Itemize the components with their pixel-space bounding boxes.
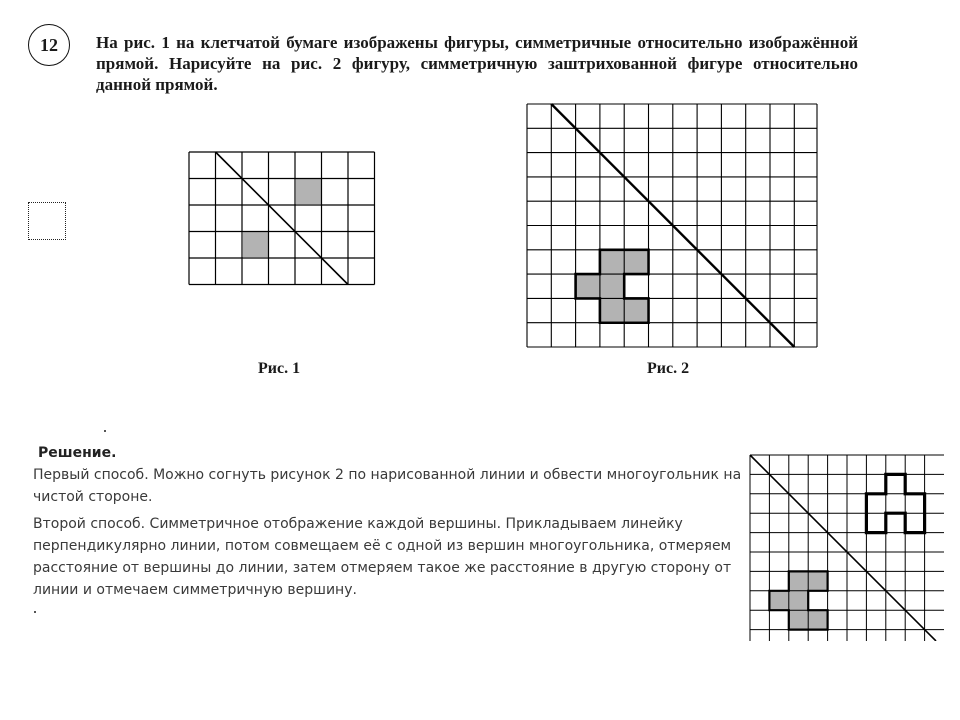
stray-dot xyxy=(34,611,36,613)
solution-gridlines xyxy=(750,455,944,641)
solution-method-2: Второй способ. Симметричное отображение каждой вершины. Прикладываем линейку перпендикулярно линии, потом совмещаем её с одной из вершин многоугольника, отмеряем расстояние от вершины до линии, затем отмеряем такое же расстояние в другую сторону от линии и отмечаем симметричную вершину. xyxy=(33,516,732,598)
solution-shaded-cells xyxy=(769,571,827,629)
solution-reflected-figure xyxy=(866,474,924,532)
solution-method-1: Первый способ. Можно согнуть рисунок 2 по нарисованной линии и обвести многоугольник на чистой стороне. xyxy=(33,467,742,505)
task-text: На рис. 1 на клетчатой бумаге изображены фигуры, симметричные относительно изображённой прямой. Нарисуйте на рис. 2 фигуру, симметричную заштрихованной фигуре относительно данной прямой. xyxy=(96,33,858,94)
solution-heading: Решение. xyxy=(38,445,117,461)
solution-shaded-cell xyxy=(808,610,827,629)
figure-2-shaded-cell xyxy=(623,297,647,321)
figure-1-caption: Рис. 1 xyxy=(258,360,301,377)
answer-box[interactable] xyxy=(28,202,66,240)
solution-shaded-cell xyxy=(769,591,788,610)
solution-shaded-cell xyxy=(789,571,808,590)
figure-2-shaded-cell xyxy=(599,297,623,321)
figure-2-shaded-cell xyxy=(599,273,623,297)
figure-1-shaded-cell xyxy=(296,179,322,205)
figure-2-shaded-cell xyxy=(623,249,647,273)
solution-figure-grid xyxy=(748,453,944,641)
figure-1-shaded-cell xyxy=(243,232,269,258)
solution-symmetry-line xyxy=(750,455,936,641)
figure-2-grid xyxy=(525,102,821,350)
figure-2-shaded-cell xyxy=(599,249,623,273)
figure-2-shaded-cell xyxy=(575,273,599,297)
figure-2-caption: Рис. 2 xyxy=(647,360,690,377)
figure-1-grid xyxy=(188,151,376,287)
solution-shaded-cell xyxy=(808,571,827,590)
task-number: 12 xyxy=(40,34,58,55)
solution-block xyxy=(33,442,743,606)
task-number-badge xyxy=(28,24,70,66)
solution-shaded-cell xyxy=(789,610,808,629)
stray-dot xyxy=(104,430,106,432)
figure-1-symmetry-line xyxy=(216,152,349,285)
solution-shaded-cell xyxy=(789,591,808,610)
figure-2-shaded-cells xyxy=(575,249,647,321)
